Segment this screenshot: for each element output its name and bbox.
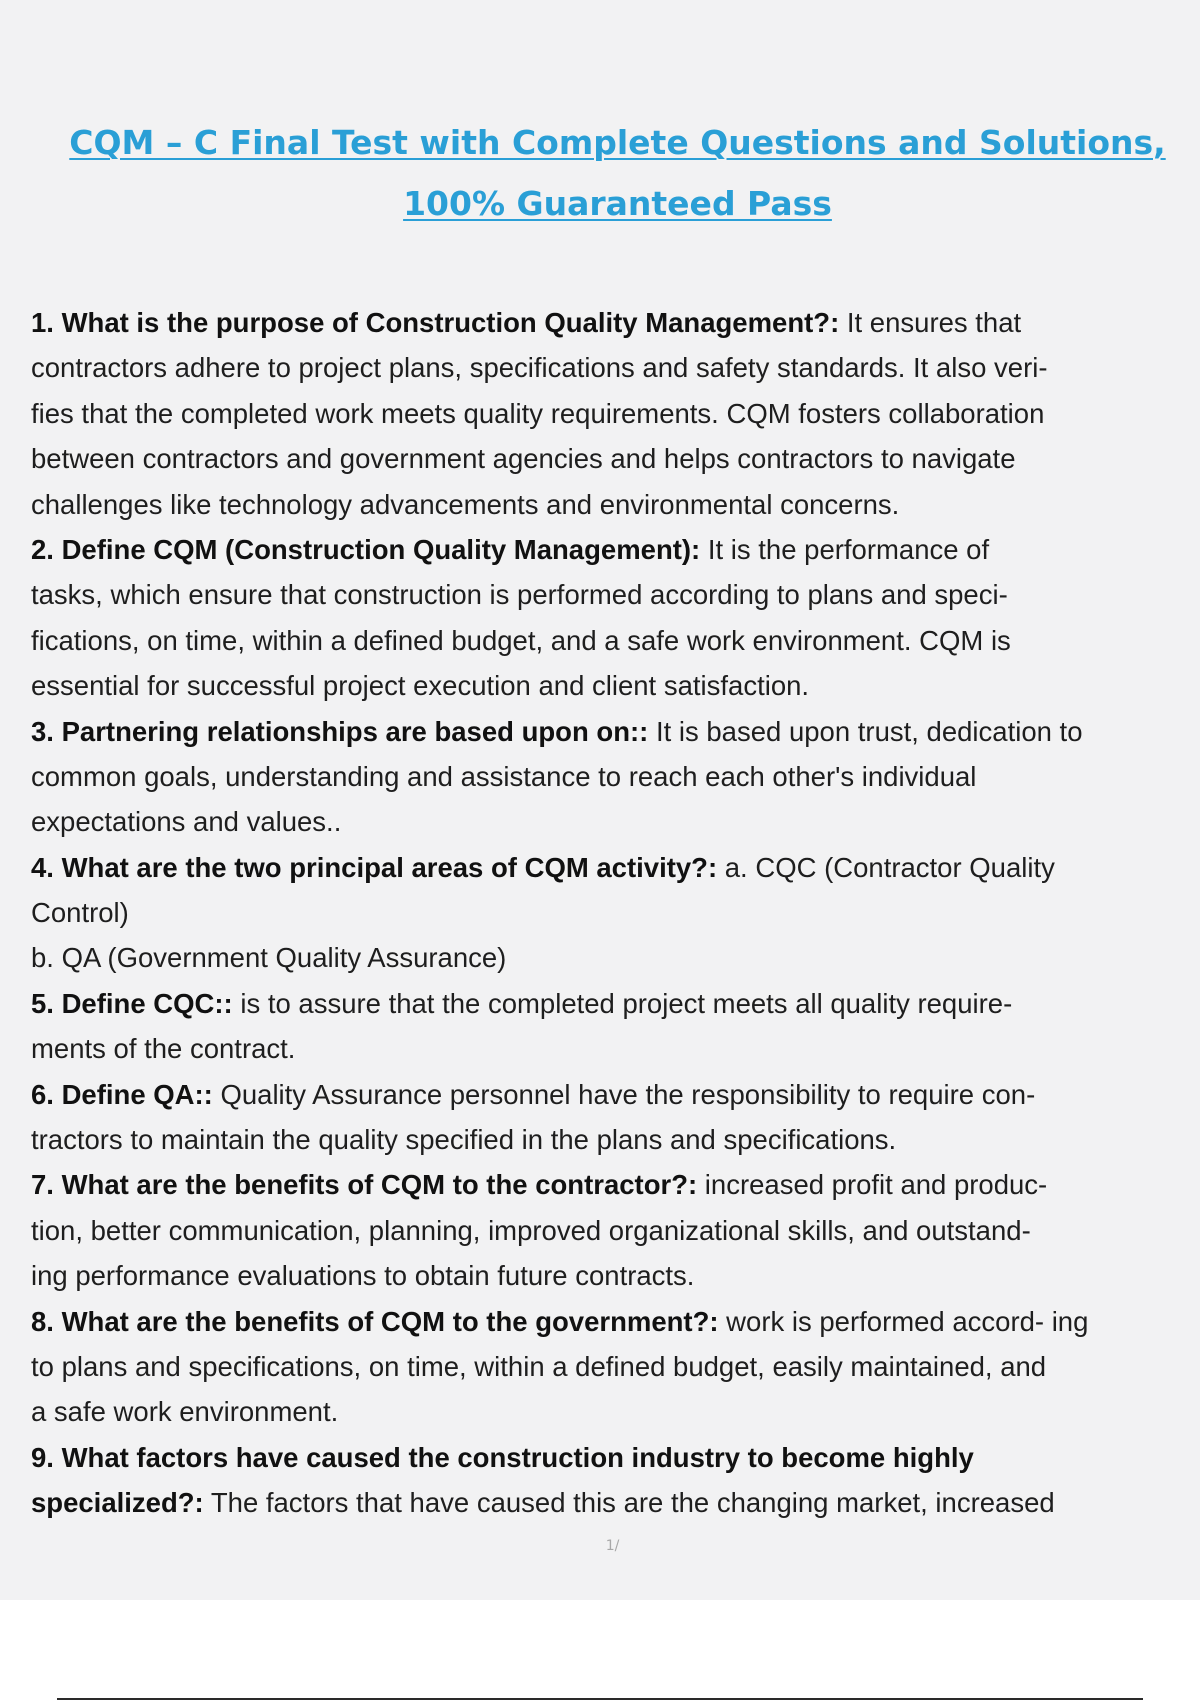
text-line — [31, 1299, 1191, 1344]
answer-text: work is performed accord- ing — [718, 1305, 1089, 1337]
answer-text: is to assure that the completed project meets all quality require- — [232, 987, 1013, 1019]
answer-text: It is based upon trust, dedication to — [648, 715, 1083, 747]
text-line — [31, 1026, 1191, 1071]
document-body — [31, 300, 1191, 1526]
answer-text: fies that the completed work meets quality requirements. CQM fosters collaboration — [31, 397, 1045, 429]
text-line — [31, 527, 1191, 572]
answer-text: ments of the contract. — [31, 1033, 296, 1065]
text-line — [31, 1389, 1191, 1434]
document-title — [40, 112, 1195, 234]
answer-text: b. QA (Government Quality Assurance) — [31, 942, 507, 974]
text-line — [31, 754, 1191, 799]
answer-text: Quality Assurance personnel have the responsibility to require con- — [212, 1078, 1036, 1110]
answer-text: common goals, understanding and assistance to reach each other's individual — [31, 760, 977, 792]
question-text: 8. What are the benefits of CQM to the government?: — [31, 1305, 719, 1337]
text-line — [31, 345, 1191, 390]
answer-text: fications, on time, within a defined budget, and a safe work environment. CQM is — [31, 624, 1011, 656]
answer-text: It ensures that — [839, 307, 1022, 338]
answer-text: contractors adhere to project plans, specifications and safety standards. It also veri- — [31, 352, 1048, 384]
answer-text: tractors to maintain the quality specified in the plans and specifications. — [31, 1124, 897, 1156]
question-text: 1. What is the purpose of Construction Quality Management?: — [31, 307, 840, 338]
question-text: 3. Partnering relationships are based upon on:: — [31, 715, 649, 747]
text-line — [31, 890, 1191, 935]
text-line — [31, 799, 1191, 844]
text-line — [31, 1162, 1191, 1207]
text-line — [31, 1480, 1191, 1525]
text-line — [31, 436, 1191, 481]
text-line — [31, 935, 1191, 980]
title-line-2: 100% Guaranteed Pass — [403, 184, 832, 223]
answer-text: ing performance evaluations to obtain future contracts. — [31, 1260, 695, 1292]
text-line — [31, 709, 1191, 754]
question-text: 2. Define CQM (Construction Quality Management): — [31, 533, 701, 565]
question-text: 6. Define QA:: — [31, 1078, 213, 1110]
text-line — [31, 300, 1191, 345]
text-line — [31, 981, 1191, 1026]
title-line-1: CQM – C Final Test with Complete Questions and Solutions, — [69, 123, 1166, 162]
text-line — [31, 1253, 1191, 1298]
text-line — [31, 391, 1191, 436]
answer-text: tasks, which ensure that construction is performed according to plans and speci- — [31, 579, 1008, 611]
question-text: 9. What factors have caused the construction industry to become highly — [31, 1441, 974, 1473]
text-line — [31, 1208, 1191, 1253]
text-line — [31, 618, 1191, 663]
question-text: 7. What are the benefits of CQM to the contractor?: — [31, 1169, 698, 1201]
text-line — [31, 1072, 1191, 1117]
answer-text: to plans and specifications, on time, within a defined budget, easily maintained, and — [31, 1350, 1047, 1382]
text-line — [31, 663, 1191, 708]
text-line — [31, 572, 1191, 617]
text-line — [31, 482, 1191, 527]
question-text: 5. Define CQC:: — [31, 987, 233, 1019]
answer-text: a safe work environment. — [31, 1396, 339, 1428]
answer-text: a. CQC (Contractor Quality — [717, 851, 1055, 883]
text-line — [31, 1435, 1191, 1480]
answer-text: between contractors and government agencies and helps contractors to navigate — [31, 443, 1016, 475]
answer-text: challenges like technology advancements and environmental concerns. — [31, 488, 900, 520]
answer-text: It is the performance of — [700, 533, 990, 565]
text-line — [31, 1344, 1191, 1389]
page-number: 1/ — [605, 1538, 620, 1554]
question-text: specialized?: — [31, 1487, 204, 1519]
text-line — [31, 1117, 1191, 1162]
text-line — [31, 845, 1191, 890]
answer-text: Control) — [31, 897, 129, 929]
answer-text: essential for successful project execution and client satisfaction. — [31, 670, 810, 702]
answer-text: tion, better communication, planning, improved organizational skills, and outstand- — [31, 1214, 1031, 1246]
question-text: 4. What are the two principal areas of CQM activity?: — [31, 851, 718, 883]
answer-text: expectations and values.. — [31, 806, 342, 838]
answer-text: increased profit and produc- — [697, 1169, 1048, 1201]
answer-text: The factors that have caused this are the changing market, increased — [203, 1487, 1055, 1519]
